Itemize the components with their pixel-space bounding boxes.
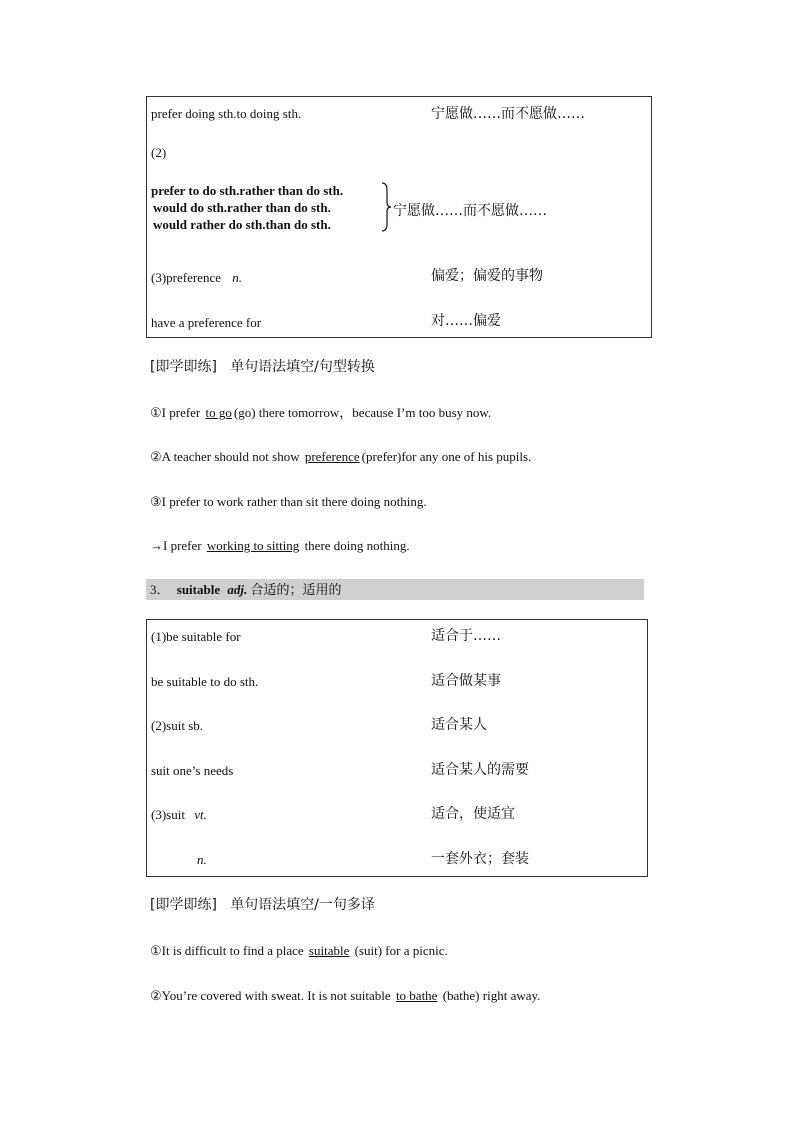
phrase-en: (1)be suitable for (151, 629, 241, 644)
phrase-en: (2)suit sb. (151, 718, 203, 733)
phrase-en: (2) (151, 145, 167, 160)
phrase-en: prefer doing sth.to doing sth. (151, 106, 302, 121)
phrase-cn: 适合做某事 (431, 673, 501, 689)
table-row (151, 268, 242, 288)
table-row (151, 716, 203, 736)
phrase-cn: 适合，使适宜 (431, 806, 515, 822)
table-row (151, 143, 166, 163)
table-row (151, 313, 261, 333)
table-row (151, 627, 241, 647)
table-row (197, 850, 207, 870)
section-word: suitable (176, 582, 221, 597)
practice-heading (150, 895, 375, 915)
phrase-cn: 适合某人 (431, 717, 487, 733)
exercise-item (150, 941, 448, 961)
practice-desc: 单句语法填空/句型转换 (230, 359, 375, 375)
section-number: 3． (150, 582, 170, 597)
practice-desc: 单句语法填空/一句多译 (230, 897, 375, 913)
table-row (151, 672, 258, 692)
part-of-speech: n. (232, 270, 242, 285)
phrase-cn: 适合于…… (431, 628, 501, 644)
table-preference (146, 96, 652, 338)
answer-blank: working to sitting (206, 538, 300, 553)
exercise-text: ①It is difficult to find a place (150, 943, 304, 958)
section-header (146, 579, 644, 600)
table-row (151, 805, 207, 825)
practice-label: [即学即练] (150, 897, 217, 913)
phrase-cn: 适合某人的需要 (431, 762, 529, 778)
exercise-item (150, 447, 531, 467)
exercise-text: ③I prefer to work rather than sit there doing nothing. (150, 494, 427, 509)
phrase-en: (3)suit (151, 807, 185, 822)
phrase-en: (3)preference (151, 270, 221, 285)
group-cn: 宁愿做……而不愿做…… (393, 203, 547, 219)
group-line: would do sth.rather than do sth. (153, 200, 331, 215)
answer-blank: to bathe (395, 988, 438, 1003)
group-line: would rather do sth.than do sth. (153, 217, 331, 232)
exercise-item (150, 986, 540, 1006)
section-meaning: 合适的；适用的 (250, 583, 342, 598)
table-row (151, 104, 301, 124)
exercise-text: there doing nothing. (304, 538, 410, 553)
part-of-speech: vt. (194, 807, 207, 822)
phrase-cn: 一套外衣；套装 (431, 851, 529, 867)
exercise-text: ①I prefer (150, 405, 201, 420)
exercise-text: (suit) for a picnic. (354, 943, 448, 958)
phrase-en: have a preference for (151, 315, 262, 330)
practice-heading (150, 357, 375, 377)
exercise-item (150, 492, 427, 512)
section-pos: adj. (227, 582, 248, 597)
phrase-cn: 偏爱；偏爱的事物 (431, 268, 543, 284)
group-line: prefer to do sth.rather than do sth. (151, 183, 344, 198)
phrase-en: suit one’s needs (151, 763, 234, 778)
answer-blank: to go (205, 405, 232, 420)
table-suitable (146, 619, 648, 877)
exercise-text: ②A teacher should not show (150, 449, 300, 464)
answer-blank: preference (304, 449, 360, 464)
practice-label: [即学即练] (150, 359, 217, 375)
exercise-item (150, 403, 491, 423)
exercise-text: (bathe) right away. (442, 988, 541, 1003)
phrase-en: be suitable to do sth. (151, 674, 259, 689)
answer-blank: suitable (308, 943, 350, 958)
exercise-item (150, 536, 410, 556)
exercise-text: (prefer)for any one of his pupils. (361, 449, 532, 464)
exercise-text: ②You’re covered with sweat. It is not suitable (150, 988, 391, 1003)
brace-icon (380, 182, 392, 232)
part-of-speech: n. (197, 852, 207, 867)
exercise-text: →I prefer (150, 538, 202, 553)
table-row (151, 761, 233, 781)
exercise-text: (go) there tomorrow，because I’m too busy now. (233, 405, 492, 420)
phrase-cn: 对……偏爱 (431, 313, 501, 329)
phrase-cn: 宁愿做……而不愿做…… (431, 106, 585, 122)
